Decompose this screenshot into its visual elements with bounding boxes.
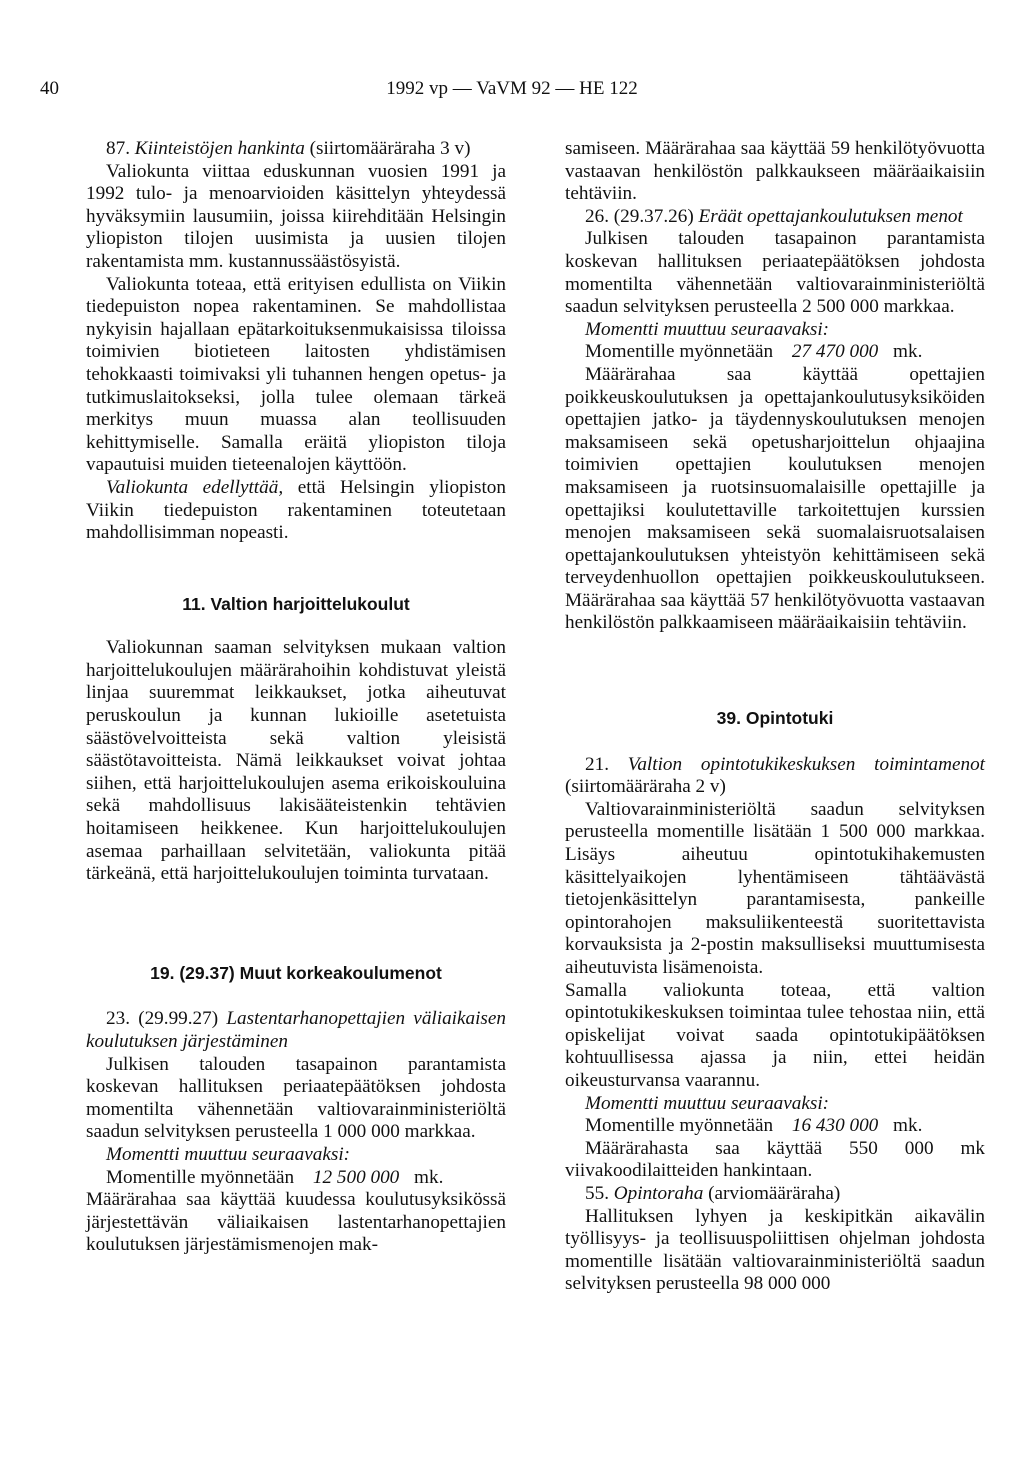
item-21-title: Valtion opintotukikeskuksen toimintamenot: [627, 753, 986, 775]
momentti-label: Momentti muuttuu seuraavaksi:: [106, 1143, 351, 1165]
item-87-number: 87.: [106, 138, 130, 159]
paragraph: Valiokunta toteaa, että erityisen edullista on Viikin tiedepuiston nopea rakentaminen. Se mahdollistaa nykyisin hajallaan epätarkoituksenmukaisissa tiloissa toimivien biotieteen laitosten yhdistämisen tehokkaasti toimivaksi yli tuhannen hengen opetus- ja tutkimuslaitokseksi, jolla tulee olemaan tärkeä merkitys muun muassa alan teollisuuden kehittymiselle. Samalla eräitä yliopiston tiloja vapautuisi muiden tieteenalojen käyttöön.: [86, 273, 506, 476]
paragraph: Valiokunta viittaa eduskunnan vuosien 1991 ja 1992 tulo- ja menoarvioiden käsittelyn yhteydessä hyväksymiin lausumiin, joissa kiirehditään Helsingin yliopiston tilojen uusimista ja uusien tilojen rakentamista mm. kustannussäästösyistä.: [86, 160, 506, 272]
item-87-type: (siirtomääräraha 3 v): [309, 138, 471, 159]
page-number: 40: [40, 78, 59, 99]
section-heading-19: 19. (29.37) Muut korkeakoulumenot: [150, 962, 442, 983]
item-55-heading: 55. Opintoraha (arviomääräraha): [585, 1182, 841, 1204]
right-column: [565, 138, 985, 1296]
item-87-title: Kiinteistöjen hankinta: [134, 138, 305, 159]
decision-paragraph: [86, 477, 506, 545]
momentti-label: Momentti muuttuu seuraavaksi:: [585, 1092, 830, 1114]
paragraph: Hallituksen lyhyen ja keskipitkän aikavälin työllisyys- ja teollisuuspoliittisen ohjelman johdosta momentille lisätään valtiovarainministeriöltä saadun selvityksen perusteella 98 000 000: [565, 1205, 985, 1295]
decision-text: että Helsingin yliopiston Viikin tiedepuiston rakentaminen toteutetaan mahdollisimman nopeasti.: [86, 476, 506, 544]
decision-phrase: Valiokunta edellyttää,: [106, 476, 284, 498]
grant-line: Momentille myönnetään 16 430 000 mk.: [585, 1115, 923, 1137]
grant-amount: 27 470 000: [791, 341, 879, 363]
item-26-heading: 26. (29.37.26) Eräät opettajankoulutuksen menot: [585, 205, 963, 227]
paragraph: Julkisen talouden tasapainon parantamista koskevan hallituksen periaatepäätöksen johdosta momentilta vähennetään valtiovarainministeriöltä saadun selvityksen perusteella 2 500 000 markkaa.: [565, 228, 985, 318]
page-header: [0, 78, 1024, 108]
grant-line: Momentille myönnetään 27 470 000 mk.: [585, 341, 923, 363]
paragraph: Julkisen talouden tasapainon parantamista koskevan hallituksen periaatepäätöksen johdosta momentilta vähennetään valtiovarainministeriöltä saadun selvityksen perusteella 1 000 000 markkaa.: [86, 1053, 506, 1143]
item-23-number: 23. (29.99.27): [106, 1008, 219, 1030]
section-heading-39: 39. Opintotuki: [716, 708, 834, 729]
momentti-label: Momentti muuttuu seuraavaksi:: [585, 318, 830, 340]
paragraph: samiseen. Määrärahaa saa käyttää 59 henkilötyövuotta vastaavan henkilöstön palkkaukseen määräaikaisiin tehtäviin.: [565, 138, 985, 205]
grant-line: Momentille myönnetään 12 500 000 mk.: [106, 1166, 444, 1188]
running-head: 1992 vp — VaVM 92 — HE 122: [386, 78, 638, 99]
left-column: [86, 138, 506, 1257]
item-23-heading: [86, 1008, 506, 1053]
item-21-heading: 21. Valtion opintotukikeskuksen toimintamenot (siirtomääräraha 2 v): [565, 753, 986, 798]
paragraph: Määrärahaa saa käyttää kuudessa koulutusyksikössä järjestettävän väliaikaisen lastentarhanopettajien koulutuksen järjestämismenojen mak-: [86, 1189, 506, 1256]
paragraph: Valiokunnan saaman selvityksen mukaan valtion harjoittelukoulujen määrärahoihin kohdistuvat yleistä linjaa suuremmat leikkaukset, jotka aiheutuvat peruskoulun ja kunnan lukioille asetetuista säästövelvoitteista sekä valtion yleisistä säästötavoitteista. Nämä leikkaukset voivat johtaa siihen, että harjoittelukoulujen asema erikoiskouluina sekä mahdollisuus lakisääteistenkin tehtävien hoitamiseen heikkenee. Kun harjoittelukoulujen asemaa parhaillaan selvitetään, valiokunta pitää tärkeänä, että harjoittelukoulujen toiminta turvataan.: [86, 637, 506, 885]
section-heading-11: 11. Valtion harjoittelukoulut: [182, 593, 410, 614]
paragraph: Määrärahasta saa käyttää 550 000 mk viivakoodilaitteiden hankintaan.: [565, 1137, 985, 1182]
paragraph: Valtiovarainministeriöltä saadun selvityksen perusteella momentille lisätään 1 500 000 markkaa. Lisäys aiheutuu opintotukihakemusten käsittelyaikojen lyhentämiseen tähtäävästä tietojenkäsittelyn parantamisesta, pankeille opintorahojen maksuliikenteestä suoritettavista korvauksista ja 2-postin maksulliseksi muuttumisesta aiheutuvista lisämenoista.: [565, 798, 985, 978]
item-23-title: Lastentarhanopettajien väliaikaisen koulutuksen järjestäminen: [86, 1008, 507, 1052]
item-87-heading: [86, 138, 506, 161]
item-26-title: Eräät opettajankoulutuksen menot: [698, 205, 963, 227]
paragraph: Määrärahaa saa käyttää opettajien poikkeuskoulutuksen ja opettajankoulutusyksiköiden opettajien jatko- ja täydennyskoulutuksen menojen maksamiseen sekä opetusharjoittelun ohjaajina toimivien opettajien koulutuksen menojen maksamiseen ja ruotsinsuomalaisille opettajille ja opettajiksi koulutettaville tarkoitettujen kurssien menojen maksamiseen sekä suomalaisruotsalaisen opettajankoulutuksen yhteistyön kehittämiseen sekä terveydenhuollon opettajien poikkeuskoulutukseen. Määrärahaa saa käyttää 57 henkilötyövuotta vastaavan henkilöstön palkkaamiseen määräaikaisiin tehtäviin.: [565, 363, 985, 634]
grant-amount: 12 500 000: [312, 1166, 400, 1188]
paragraph: Samalla valiokunta toteaa, että valtion opintotukikeskuksen toimintaa tulee tehostaa niin, että opiskelijat voivat saada opintotukipäätöksen kohtuullisessa ajassa ja niin, ettei heidän oikeusturvansa vaarannu.: [565, 979, 985, 1091]
item-55-title: Opintoraha: [613, 1182, 704, 1204]
grant-amount: 16 430 000: [791, 1115, 879, 1137]
